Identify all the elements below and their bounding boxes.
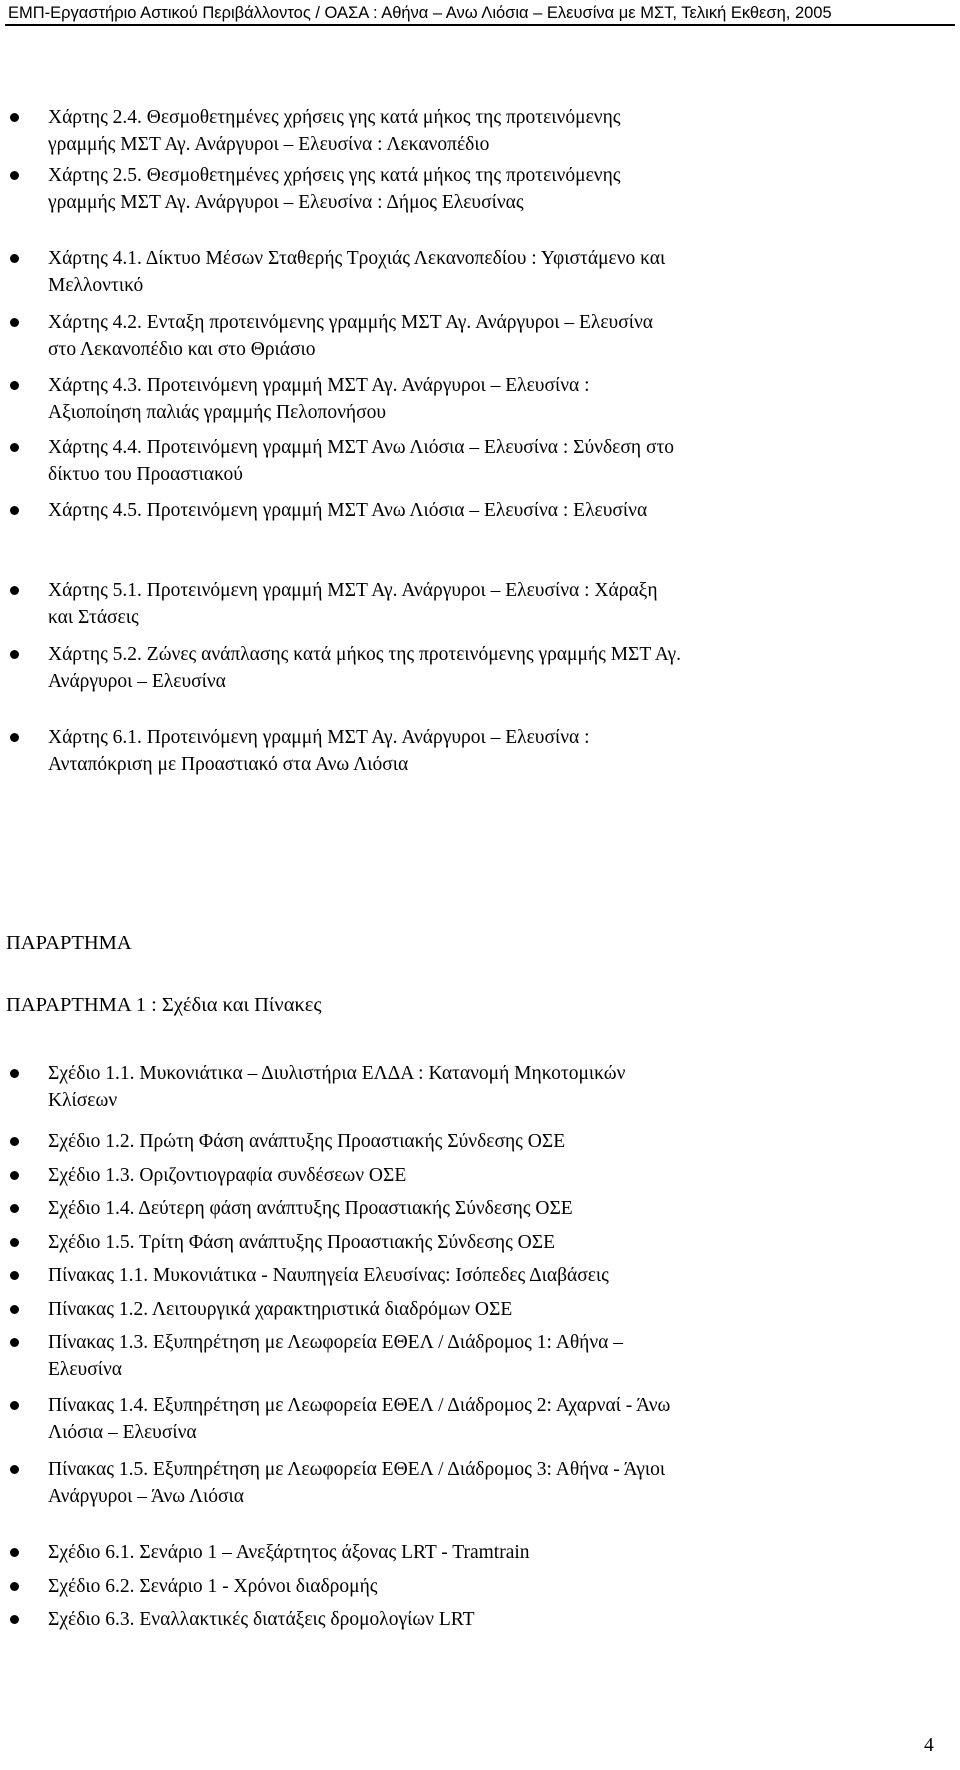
list-item bbox=[48, 641, 928, 695]
list-item-line: Χάρτης 2.4. Θεσμοθετημένες χρήσεις γης κατά μήκος της προτεινόμενης bbox=[48, 107, 621, 128]
list-item bbox=[48, 1573, 928, 1600]
list-item-line: Σχέδιο 1.5. Τρίτη Φάση ανάπτυξης Προαστιακής Σύνδεσης ΟΣΕ bbox=[48, 1232, 556, 1253]
list-item-line: Χάρτης 4.4. Προτεινόμενη γραμμή ΜΣΤ Ανω Λιόσια – Ελευσίνα : Σύνδεση στο bbox=[48, 437, 675, 458]
list-item-line: γραμμής ΜΣΤ Αγ. Ανάργυροι – Ελευσίνα : Δήμος Ελευσίνας bbox=[48, 192, 524, 213]
running-header bbox=[0, 0, 960, 26]
list-item-line: Κλίσεων bbox=[48, 1090, 118, 1111]
list-item bbox=[48, 1296, 928, 1323]
appendix-title: ΠΑΡΑΡΤΗΜΑ bbox=[6, 932, 132, 954]
list-item-line: Ανάργυροι – Άνω Λιόσια bbox=[48, 1486, 245, 1507]
list-item-line: δίκτυο του Προαστιακού bbox=[48, 464, 243, 485]
list-item bbox=[48, 245, 928, 299]
bullet-icon bbox=[10, 254, 19, 263]
header-text: ΕΜΠ-Εργαστήριο Αστικού Περιβάλλοντος / ΟΑΣΑ : Αθήνα – Ανω Λιόσια – Ελευσίνα με ΜΣΤ, Τελική Εκθεση, 2005 bbox=[8, 4, 832, 22]
list-item bbox=[48, 1456, 928, 1510]
list-item bbox=[48, 577, 928, 631]
list-item bbox=[48, 1329, 928, 1383]
list-item bbox=[48, 162, 928, 216]
appendix-1-title: ΠΑΡΑΡΤΗΜΑ 1 : Σχέδια και Πίνακες bbox=[6, 994, 322, 1016]
list-item bbox=[48, 104, 928, 158]
bullet-icon bbox=[10, 1548, 19, 1557]
list-item-line: Σχέδιο 6.1. Σενάριο 1 – Ανεξάρτητος άξονας LRT - Tramtrain bbox=[48, 1542, 530, 1563]
list-item bbox=[48, 497, 928, 524]
list-item bbox=[48, 309, 928, 363]
list-item-line: και Στάσεις bbox=[48, 607, 139, 628]
header-rule bbox=[5, 24, 955, 26]
bullet-icon bbox=[10, 733, 19, 742]
list-item-line: Ανάργυροι – Ελευσίνα bbox=[48, 671, 226, 692]
list-item bbox=[48, 434, 928, 488]
list-item-line: Μελλοντικό bbox=[48, 275, 144, 296]
list-item-line: Χάρτης 4.2. Ενταξη προτεινόμενης γραμμής ΜΣΤ Αγ. Ανάργυροι – Ελευσίνα bbox=[48, 312, 653, 333]
bullet-icon bbox=[10, 1069, 19, 1078]
list-item-line: Ανταπόκριση με Προαστιακό στα Ανω Λιόσια bbox=[48, 754, 409, 775]
bullet-icon bbox=[10, 586, 19, 595]
bullet-icon bbox=[10, 381, 19, 390]
list-item-line: Χάρτης 5.1. Προτεινόμενη γραμμή ΜΣΤ Αγ. Ανάργυροι – Ελευσίνα : Χάραξη bbox=[48, 580, 658, 601]
list-item-line: Σχέδιο 6.2. Σενάριο 1 - Χρόνοι διαδρομής bbox=[48, 1576, 378, 1597]
list-item-line: Ελευσίνα bbox=[48, 1359, 123, 1380]
list-item-line: Χάρτης 4.3. Προτεινόμενη γραμμή ΜΣΤ Αγ. Ανάργυροι – Ελευσίνα : bbox=[48, 375, 590, 396]
bullet-icon bbox=[10, 506, 19, 515]
bullet-icon bbox=[10, 1137, 19, 1146]
list-item-line: Πίνακας 1.3. Εξυπηρέτηση με Λεωφορεία ΕΘΕΛ / Διάδρομος 1: Αθήνα – bbox=[48, 1332, 624, 1353]
bullet-icon bbox=[10, 1582, 19, 1591]
list-item bbox=[48, 1229, 928, 1256]
bullet-icon bbox=[10, 1615, 19, 1624]
list-item-line: Χάρτης 4.1. Δίκτυο Μέσων Σταθερής Τροχιάς Λεκανοπεδίου : Υφιστάμενο και bbox=[48, 248, 666, 269]
list-item-line: Χάρτης 5.2. Ζώνες ανάπλασης κατά μήκος της προτεινόμενης γραμμής ΜΣΤ Αγ. bbox=[48, 644, 681, 665]
bullet-icon bbox=[10, 1271, 19, 1280]
bullet-icon bbox=[10, 318, 19, 327]
list-item-line: Λιόσια – Ελευσίνα bbox=[48, 1422, 197, 1443]
list-item bbox=[48, 1060, 928, 1114]
list-item-line: Σχέδιο 1.4. Δεύτερη φάση ανάπτυξης Προαστιακής Σύνδεσης ΟΣΕ bbox=[48, 1198, 573, 1219]
list-item-line: Χάρτης 6.1. Προτεινόμενη γραμμή ΜΣΤ Αγ. Ανάργυροι – Ελευσίνα : bbox=[48, 727, 590, 748]
list-item bbox=[48, 1392, 928, 1446]
list-item bbox=[48, 1606, 928, 1633]
list-item-line: Σχέδιο 1.3. Οριζοντιογραφία συνδέσεων ΟΣΕ bbox=[48, 1165, 407, 1186]
list-item bbox=[48, 1195, 928, 1222]
bullet-icon bbox=[10, 1171, 19, 1180]
list-item-line: Σχέδιο 6.3. Εναλλακτικές διατάξεις δρομολογίων LRT bbox=[48, 1609, 475, 1630]
list-item bbox=[48, 1128, 928, 1155]
list-item-line: Σχέδιο 1.2. Πρώτη Φάση ανάπτυξης Προαστιακής Σύνδεσης ΟΣΕ bbox=[48, 1131, 566, 1152]
list-item-line: Πίνακας 1.4. Εξυπηρέτηση με Λεωφορεία ΕΘΕΛ / Διάδρομος 2: Αχαρναί - Άνω bbox=[48, 1395, 671, 1416]
list-item bbox=[48, 372, 928, 426]
bullet-icon bbox=[10, 1305, 19, 1314]
list-item-line: Πίνακας 1.2. Λειτουργικά χαρακτηριστικά διαδρόμων ΟΣΕ bbox=[48, 1299, 513, 1320]
page-number: 4 bbox=[924, 1735, 934, 1756]
list-item-line: Χάρτης 4.5. Προτεινόμενη γραμμή ΜΣΤ Ανω Λιόσια – Ελευσίνα : Ελευσίνα bbox=[48, 500, 648, 521]
bullet-icon bbox=[10, 171, 19, 180]
bullet-icon bbox=[10, 1238, 19, 1247]
bullet-icon bbox=[10, 1465, 19, 1474]
bullet-icon bbox=[10, 443, 19, 452]
list-item bbox=[48, 1162, 928, 1189]
list-item-line: γραμμής ΜΣΤ Αγ. Ανάργυροι – Ελευσίνα : Λεκανοπέδιο bbox=[48, 134, 490, 155]
list-item-line: στο Λεκανοπέδιο και στο Θριάσιο bbox=[48, 339, 316, 360]
list-item-line: Χάρτης 2.5. Θεσμοθετημένες χρήσεις γης κατά μήκος της προτεινόμενης bbox=[48, 165, 621, 186]
list-item-line: Αξιοποίηση παλιάς γραμμής Πελοπονήσου bbox=[48, 402, 387, 423]
list-item bbox=[48, 724, 928, 778]
bullet-icon bbox=[10, 1401, 19, 1410]
bullet-icon bbox=[10, 1338, 19, 1347]
list-item-line: Πίνακας 1.1. Μυκονιάτικα - Ναυπηγεία Ελευσίνας: Ισόπεδες Διαβάσεις bbox=[48, 1265, 609, 1286]
list-item bbox=[48, 1539, 928, 1566]
list-item-line: Σχέδιο 1.1. Μυκονιάτικα – Διυλιστήρια ΕΛΔΑ : Κατανομή Μηκοτομικών bbox=[48, 1063, 626, 1084]
list-item bbox=[48, 1262, 928, 1289]
list-item-line: Πίνακας 1.5. Εξυπηρέτηση με Λεωφορεία ΕΘΕΛ / Διάδρομος 3: Αθήνα - Άγιοι bbox=[48, 1459, 666, 1480]
bullet-icon bbox=[10, 1204, 19, 1213]
bullet-icon bbox=[10, 650, 19, 659]
bullet-icon bbox=[10, 113, 19, 122]
